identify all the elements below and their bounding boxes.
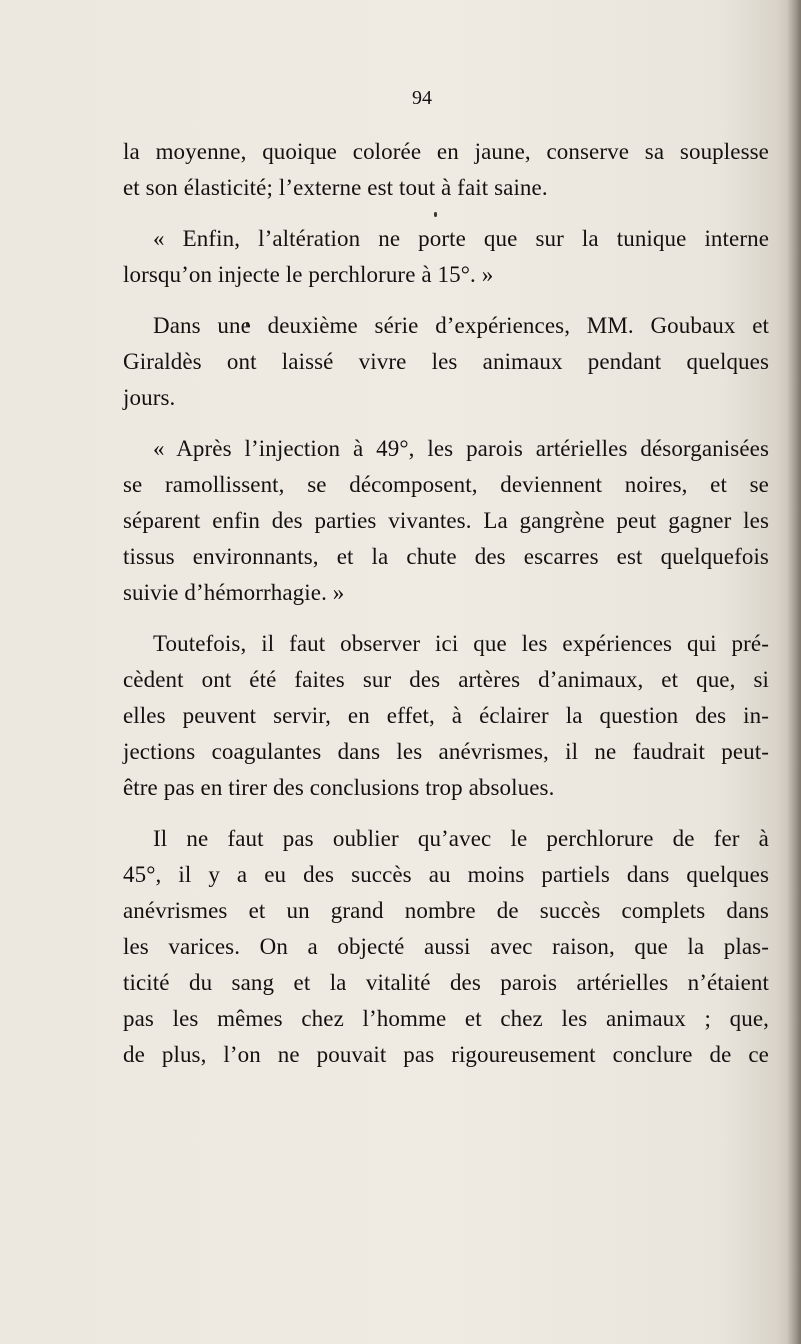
text-line: se ramollissent, se décomposent, deviennent noires, et se <box>123 472 769 497</box>
page-number: 94 <box>412 87 432 109</box>
paragraph-gap <box>123 416 769 431</box>
text-line: Toutefois, il faut observer ici que les expériences qui pré- <box>153 631 769 656</box>
text-line: cèdent ont été faites sur des artères d’animaux, et que, si <box>123 667 769 692</box>
text-line: jours. <box>123 385 176 410</box>
text-line: pas les mêmes chez l’homme et chez les animaux ; que, <box>123 1006 769 1031</box>
text-line: ticité du sang et la vitalité des parois artérielles n’étaient <box>123 970 769 995</box>
body-text <box>123 134 769 1073</box>
text-line: la moyenne, quoique colorée en jaune, conserve sa souplesse <box>123 139 769 164</box>
text-line: Il ne faut pas oublier qu’avec le perchlorure de fer à <box>153 826 769 851</box>
text-line: Giraldès ont laissé vivre les animaux pendant quelques <box>123 349 769 374</box>
text-line: 45°, il y a eu des succès au moins partiels dans quelques <box>123 862 769 887</box>
text-line: de plus, l’on ne pouvait pas rigoureusement conclure de ce <box>123 1042 769 1067</box>
text-line: elles peuvent servir, en effet, à éclairer la question des in- <box>123 703 769 728</box>
text-line: séparent enfin des parties vivantes. La gangrène peut gagner les <box>123 508 769 533</box>
text-line: et son élasticité; l’externe est tout à fait saine. <box>123 175 548 200</box>
text-line: jections coagulantes dans les anévrismes, il ne faudrait peut- <box>123 739 769 764</box>
text-line: anévrismes et un grand nombre de succès complets dans <box>123 898 769 923</box>
text-line: lorsqu’on injecte le perchlorure à 15°. » <box>123 262 494 287</box>
text-line: les varices. On a objecté aussi avec raison, que la plas- <box>123 934 769 959</box>
paragraph-gap <box>123 806 769 821</box>
paragraph-gap <box>123 611 769 626</box>
text-line: suivie d’hémorrhagie. » <box>123 580 345 605</box>
text-line: être pas en tirer des conclusions trop absolues. <box>123 775 555 800</box>
text-line: « Enfin, l’altération ne porte que sur la tunique interne <box>153 226 769 251</box>
page-edge-shadow <box>787 0 801 1344</box>
text-line: Dans une deuxième série d’expériences, MM. Goubaux et <box>153 313 769 338</box>
paragraph-gap <box>123 206 769 221</box>
text-line: tissus environnants, et la chute des escarres est quelquefois <box>123 544 769 569</box>
text-line: « Après l’injection à 49°, les parois artérielles désorganisées <box>153 436 769 461</box>
paragraph-gap <box>123 293 769 308</box>
